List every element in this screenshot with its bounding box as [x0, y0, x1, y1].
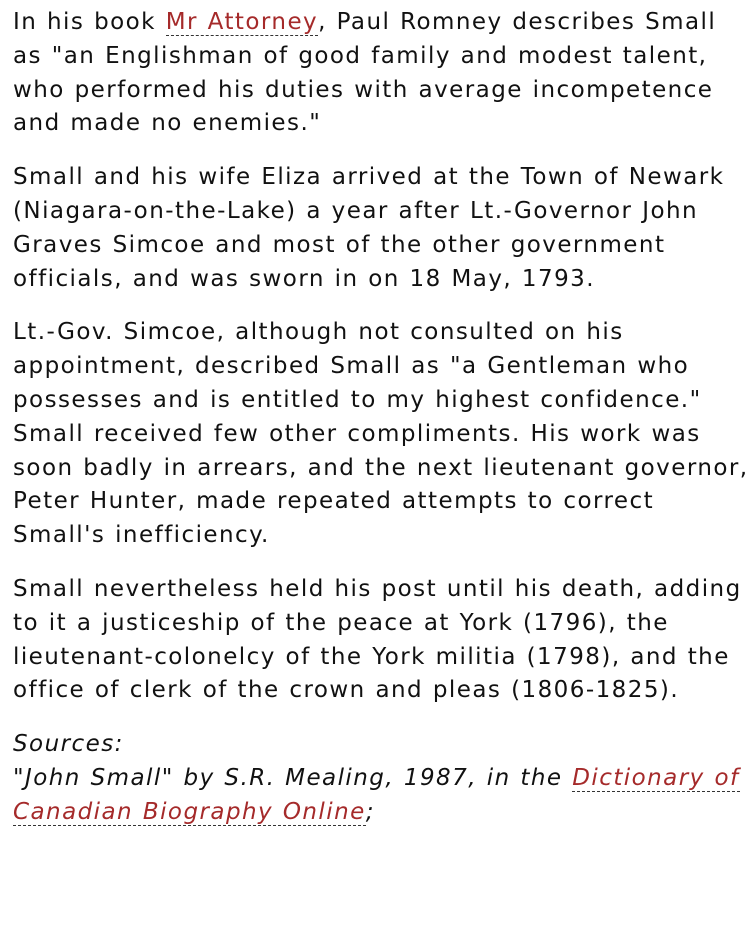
paragraph-1-intro: In his book [13, 9, 166, 35]
sources-citation: "John Small" by S.R. Mealing, 1987, in the [13, 764, 573, 791]
paragraph-1-rest: , Paul Romney describes Small as "an Englishman of good family and modest talent, who performed his duties with average incompetence and made no enemies." [13, 9, 717, 137]
paragraph-3: Lt.-Gov. Simcoe, although not consulted on his appointment, described Small as "a Gentleman who possesses and is entitled to my highest confidence." Small received few other compliments. His work was soon badly in arrears, and the next lieutenant governor, Peter Hunter, made repeated attempts to correct Small's inefficiency. [13, 319, 749, 549]
paragraph-1 [13, 6, 749, 141]
sources-citation-end: ; [365, 798, 375, 825]
paragraph-2: Small and his wife Eliza arrived at the Town of Newark (Niagara-on-the-Lake) a year after Lt.-Governor John Graves Simcoe and most of the other government officials, and was sworn in on 18 May, 1793. [13, 164, 725, 292]
mr-attorney-link[interactable]: Mr Attorney [165, 9, 319, 35]
dictionary-canadian-biography-link[interactable]: Dictionary of Canadian Biography Online [13, 764, 740, 825]
sources-heading: Sources: [13, 731, 124, 758]
paragraph-4: Small nevertheless held his post until his death, adding to it a justiceship of the peace at York (1796), the lieutenant-colonelcy of the York militia (1798), and the office of clerk of the crown and pleas (1806-1825). [13, 575, 742, 704]
article-content [13, 6, 749, 850]
sources-block [13, 728, 749, 829]
